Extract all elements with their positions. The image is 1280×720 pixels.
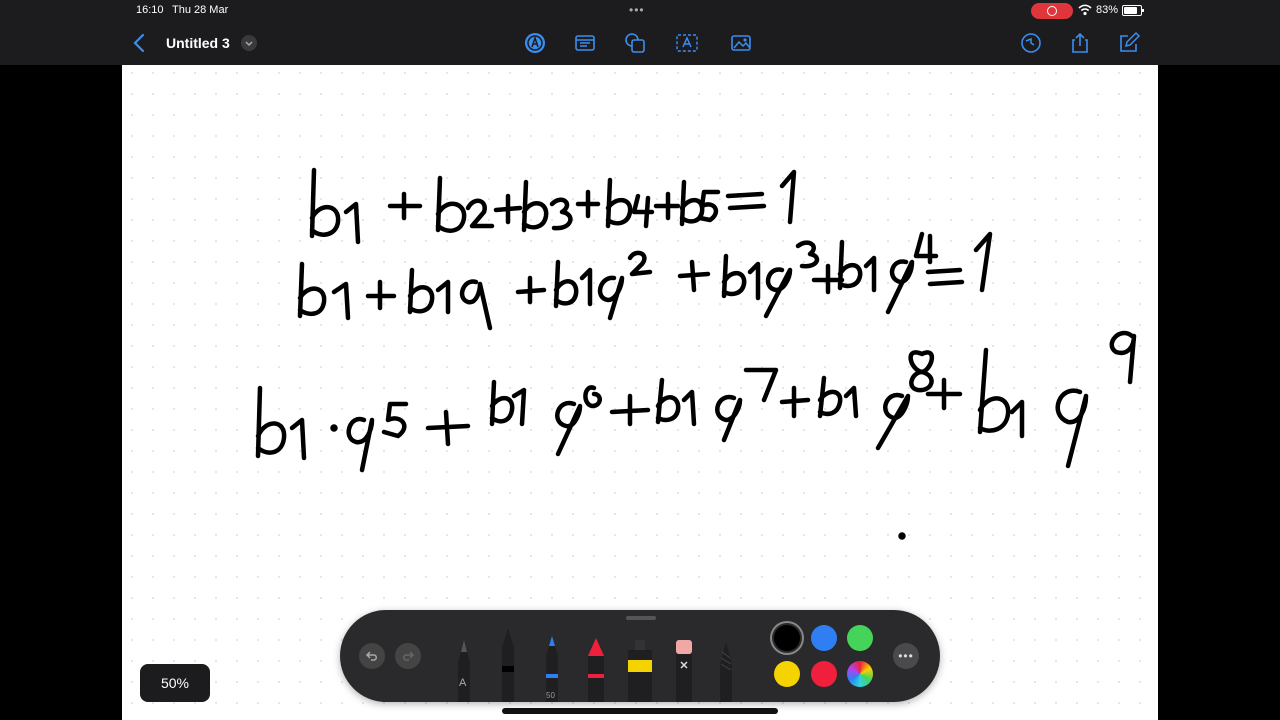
pen-size-label: 50 (546, 691, 555, 700)
status-date: Thu 28 Mar (172, 4, 229, 16)
more-dots-icon: ••• (898, 649, 914, 663)
pencil-label: A (459, 677, 467, 689)
text-box-tool-icon[interactable] (675, 31, 699, 55)
color-swatch-blue[interactable] (811, 625, 837, 651)
battery-percent: 83% (1096, 4, 1119, 16)
shapes-tool-icon[interactable] (623, 31, 647, 55)
undo-button[interactable] (359, 643, 385, 669)
screen-recording-icon[interactable] (1031, 3, 1073, 19)
wifi-icon (1078, 4, 1092, 16)
battery-icon (1122, 5, 1142, 16)
color-picker-icon[interactable] (847, 661, 873, 687)
notes-tool-icon[interactable] (573, 31, 597, 55)
color-swatch-black[interactable] (774, 625, 800, 651)
more-options-button[interactable] (893, 643, 919, 669)
pencil-tool-icon[interactable] (454, 640, 474, 702)
image-tool-icon[interactable] (730, 31, 754, 55)
color-swatch-yellow[interactable] (774, 661, 800, 687)
eraser-tool-icon[interactable] (674, 640, 694, 702)
compose-icon[interactable] (1117, 31, 1141, 55)
redo-icon (401, 649, 415, 663)
highlighter-tool-icon[interactable] (627, 640, 653, 702)
color-swatch-green[interactable] (847, 625, 873, 651)
zoom-level-indicator[interactable] (140, 664, 210, 702)
title-chevron-down-icon[interactable] (241, 35, 257, 51)
history-icon[interactable] (1019, 31, 1043, 55)
drawing-toolbar (340, 610, 940, 702)
share-icon[interactable] (1068, 31, 1092, 55)
redo-button[interactable] (395, 643, 421, 669)
document-title[interactable]: Untitled 3 (166, 35, 230, 51)
marker-tool-icon[interactable] (585, 638, 607, 702)
fineliner-tool-icon[interactable] (498, 628, 518, 702)
undo-icon (365, 649, 379, 663)
status-time: 16:10 (136, 4, 164, 16)
pen-tool-icon[interactable] (523, 31, 547, 55)
color-swatch-red[interactable] (811, 661, 837, 687)
back-chevron-icon[interactable] (130, 32, 150, 54)
home-indicator[interactable] (502, 708, 778, 714)
lasso-tool-icon[interactable] (716, 642, 736, 702)
zoom-level-text: 50% (160, 675, 190, 691)
top-bar (0, 0, 1280, 65)
toolbar-grip-handle[interactable] (626, 616, 656, 620)
multitasking-dots-icon[interactable]: ••• (629, 3, 645, 17)
